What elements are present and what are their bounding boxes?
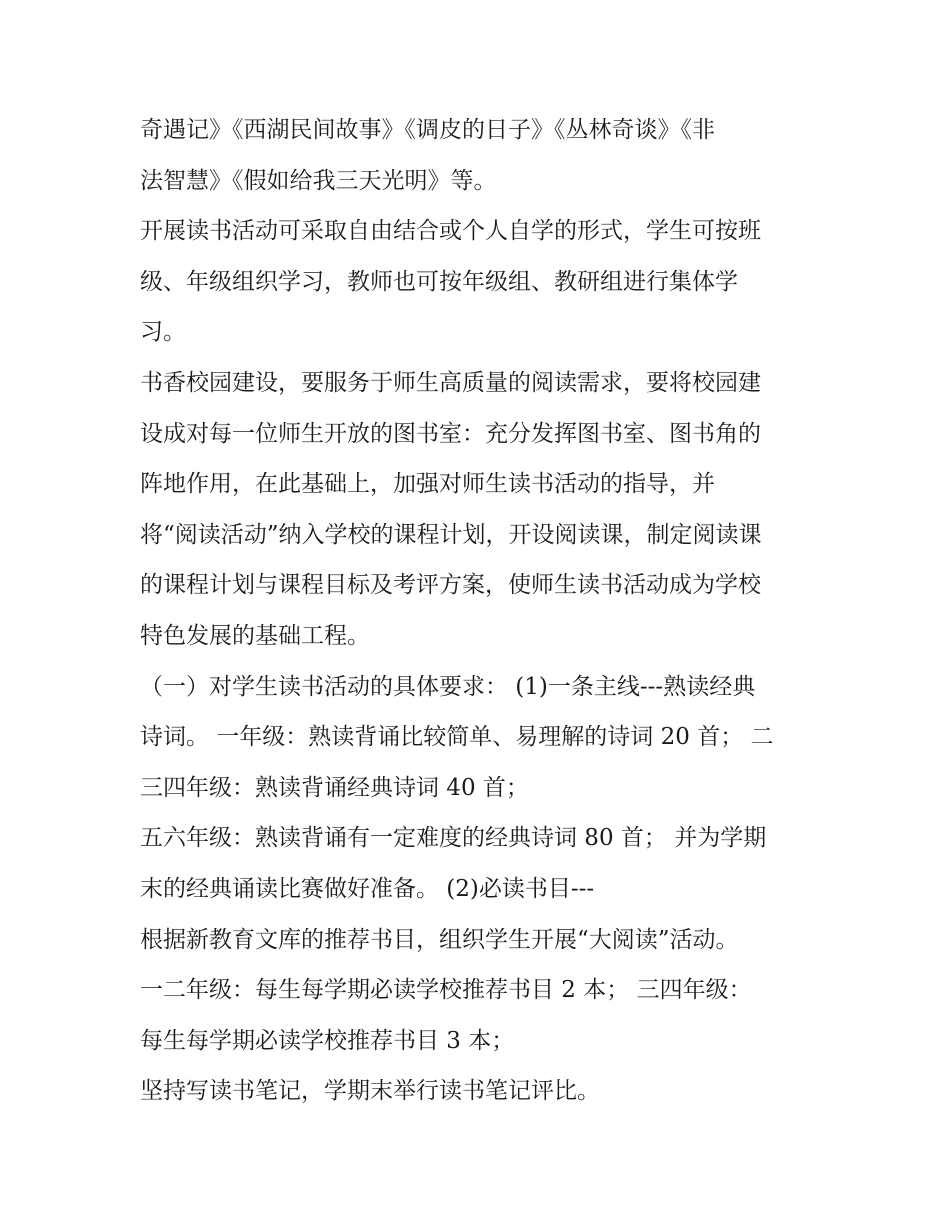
text-line: 阵地作用，在此基础上，加强对师生读书活动的指导，并 bbox=[140, 471, 715, 498]
text-line: 习。 bbox=[140, 319, 186, 346]
text-line: 五六年级：熟读背诵有一定难度的经典诗词 80 首； 并为学期 bbox=[140, 825, 767, 852]
text-line: 坚持写读书笔记，学期末举行读书笔记评比。 bbox=[140, 1078, 600, 1105]
text-line: 级、年级组织学习，教师也可按年级组、教研组进行集体学 bbox=[140, 268, 738, 295]
text-line: 诗词。 一年级：熟读背诵比较简单、易理解的诗词 20 首； 二 bbox=[140, 724, 774, 751]
text-line: 根据新教育文库的推荐书目，组织学生开展“大阅读”活动。 bbox=[140, 926, 739, 953]
text-line: 奇遇记》《西湖民间故事》《调皮的日子》《丛林奇谈》《非 bbox=[140, 117, 715, 143]
text-line: 的课程计划与课程目标及考评方案，使师生读书活动成为学校 bbox=[140, 572, 761, 599]
text-line: 设成对每一位师生开放的图书室：充分发挥图书室、图书角的 bbox=[140, 420, 761, 447]
text-line: 将“阅读活动”纳入学校的课程计划，开设阅读课，制定阅读课 bbox=[140, 521, 762, 548]
text-line: 每生每学期必读学校推荐书目 3 本； bbox=[140, 1027, 515, 1054]
body-text bbox=[140, 105, 820, 1117]
text-line: 开展读书活动可采取自由结合或个人自学的形式，学生可按班 bbox=[140, 218, 761, 245]
text-line: 特色发展的基础工程。 bbox=[140, 622, 370, 649]
text-line: 三四年级：熟读背诵经典诗词 40 首； bbox=[140, 774, 529, 801]
text-line: 法智慧》《假如给我三天光明》等。 bbox=[140, 167, 497, 194]
text-line: 书香校园建设，要服务于师生高质量的阅读需求，要将校园建 bbox=[140, 369, 761, 396]
text-line: （一）对学生读书活动的具体要求： (1)一条主线---熟读经典 bbox=[140, 673, 756, 700]
text-line: 一二年级：每生每学期必读学校推荐书目 2 本； 三四年级： bbox=[140, 977, 752, 1004]
text-line: 末的经典诵读比赛做好准备。 (2)必读书目--- bbox=[140, 875, 595, 902]
